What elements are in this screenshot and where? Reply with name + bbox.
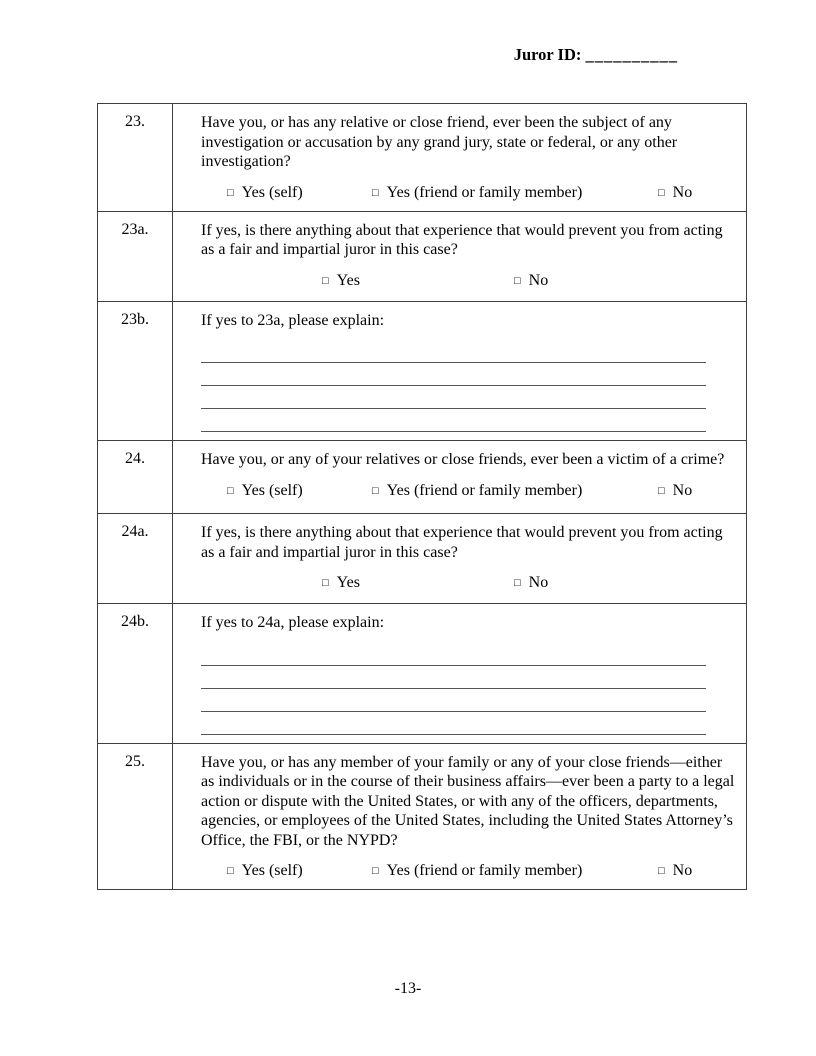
answer-line[interactable] (201, 643, 706, 666)
checkbox-icon[interactable]: □ (372, 484, 379, 497)
juror-id-label: Juror ID: (513, 45, 582, 64)
checkbox-icon[interactable]: □ (227, 865, 234, 877)
checkbox-icon[interactable]: □ (658, 186, 665, 199)
option-label: Yes (336, 271, 360, 289)
checkbox-icon[interactable]: □ (227, 484, 234, 497)
answer-line[interactable] (201, 712, 706, 735)
option-yes-friend[interactable] (372, 183, 582, 205)
checkbox-icon[interactable]: □ (658, 865, 665, 877)
option-label: Yes (self) (241, 862, 303, 879)
question-number: 23b. (98, 302, 173, 441)
option-no[interactable] (658, 481, 692, 503)
options-row (201, 861, 738, 881)
explain-lines (201, 340, 706, 432)
question-number: 23a. (98, 212, 173, 301)
question-text: If yes, is there anything about that experience that would prevent you from acting as a fair and impartial juror in this case? (201, 524, 723, 561)
checkbox-icon[interactable]: □ (514, 274, 521, 287)
options-row (201, 271, 738, 291)
option-no[interactable] (658, 861, 692, 883)
option-no[interactable] (514, 573, 548, 595)
option-yes[interactable] (322, 573, 360, 595)
juror-id-blank[interactable]: __________ (585, 45, 678, 64)
question-text: If yes, is there anything about that experience that would prevent you from acting as a fair and impartial juror in this case? (201, 221, 723, 258)
checkbox-icon[interactable]: □ (514, 577, 521, 589)
checkbox-icon[interactable]: □ (227, 186, 234, 199)
option-label: Yes (336, 574, 360, 591)
checkbox-icon[interactable]: □ (322, 577, 329, 589)
checkbox-icon[interactable]: □ (322, 274, 329, 287)
answer-line[interactable] (201, 340, 706, 363)
option-label: Yes (self) (241, 481, 303, 499)
option-yes-self[interactable] (227, 861, 303, 883)
option-no[interactable] (658, 183, 692, 205)
option-label: Yes (friend or family member) (386, 862, 583, 879)
options-row (201, 573, 738, 593)
question-row-24a (98, 514, 746, 604)
checkbox-icon[interactable]: □ (372, 186, 379, 199)
question-row-23a (98, 212, 746, 302)
question-text: If yes to 24a, please explain: (201, 614, 385, 631)
option-yes-self[interactable] (227, 481, 303, 503)
option-label: No (672, 183, 693, 201)
option-no[interactable] (514, 271, 548, 293)
question-row-24 (98, 441, 746, 514)
question-row-23 (98, 104, 746, 212)
option-label: Yes (self) (241, 183, 303, 201)
question-text: Have you, or has any member of your family or any of your close friends—either as individuals or in the course of their business affairs—ever been a party to a legal action or dispute with the United States, or with any of the officers, departments, agencies, or employees of the United States, including the United States Attorney’s Office, the FBI, or the NYPD? (201, 753, 735, 849)
option-yes-self[interactable] (227, 183, 303, 205)
question-number: 24a. (98, 514, 173, 603)
option-yes-friend[interactable] (372, 481, 582, 503)
answer-line[interactable] (201, 689, 706, 712)
checkbox-icon[interactable]: □ (658, 484, 665, 497)
answer-line[interactable] (201, 409, 706, 432)
option-label: No (528, 271, 549, 289)
question-row-25 (98, 744, 746, 890)
option-label: No (528, 574, 549, 591)
page-number: -13- (394, 980, 422, 997)
options-row (201, 481, 738, 501)
question-text: Have you, or has any relative or close friend, ever been the subject of any investigation or accusation by any grand jury, state or federal, or any other investigation? (201, 114, 678, 170)
option-label: Yes (friend or family member) (386, 481, 583, 499)
explain-lines (201, 643, 706, 735)
option-label: Yes (friend or family member) (386, 183, 583, 201)
question-row-24b (98, 604, 746, 744)
option-label: No (672, 862, 693, 879)
answer-line[interactable] (201, 386, 706, 409)
question-number: 24. (98, 441, 173, 513)
question-number: 25. (98, 744, 173, 890)
answer-line[interactable] (201, 363, 706, 386)
question-text: If yes to 23a, please explain: (201, 311, 385, 329)
question-row-23b (98, 302, 746, 442)
checkbox-icon[interactable]: □ (372, 865, 379, 877)
options-row (201, 183, 738, 203)
questions-table (97, 103, 747, 890)
option-yes[interactable] (322, 271, 360, 293)
answer-line[interactable] (201, 666, 706, 689)
option-yes-friend[interactable] (372, 861, 582, 883)
question-number: 24b. (98, 604, 173, 743)
juror-id (514, 45, 678, 65)
option-label: No (672, 481, 693, 499)
question-number: 23. (98, 104, 173, 211)
question-text: Have you, or any of your relatives or close friends, ever been a victim of a crime? (201, 451, 725, 468)
